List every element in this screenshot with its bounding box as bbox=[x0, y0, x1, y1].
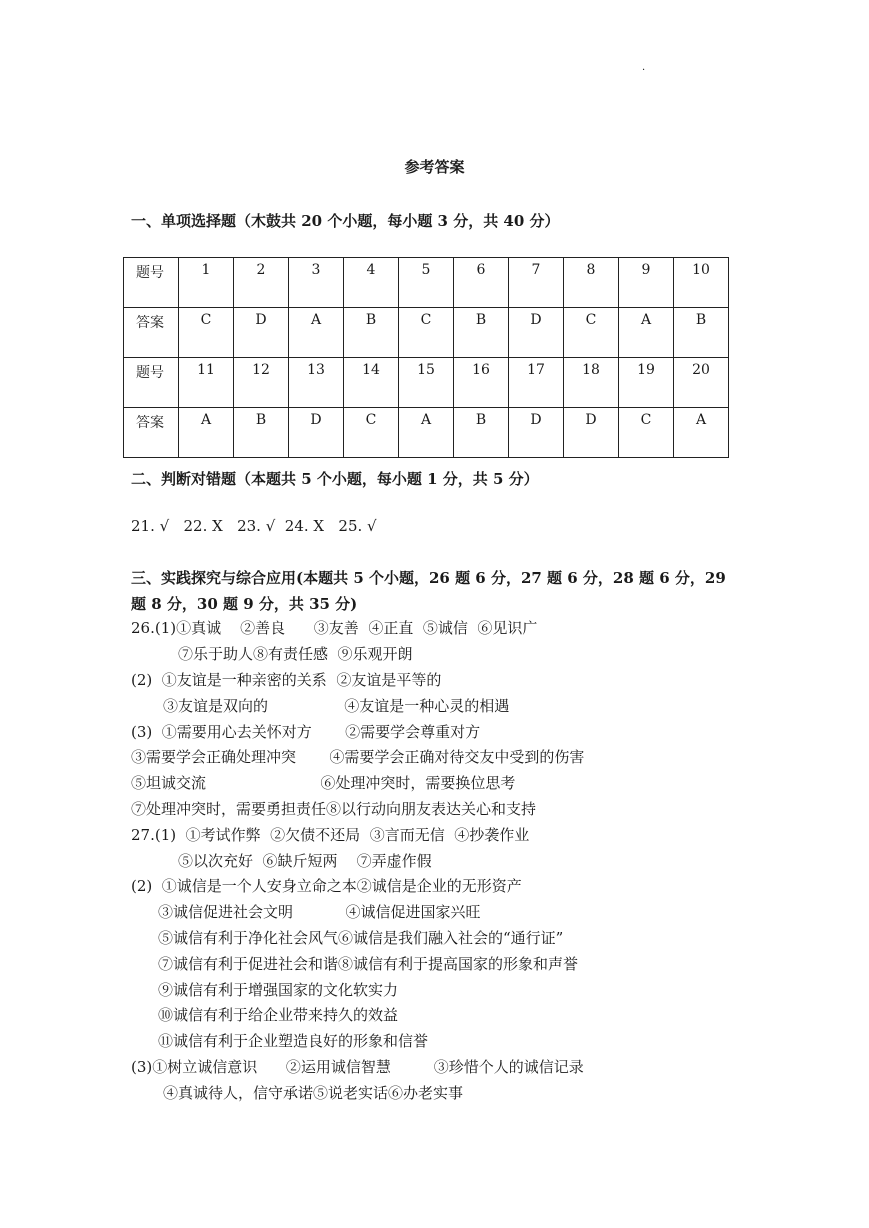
table-row bbox=[124, 408, 729, 458]
table-cell: D bbox=[289, 408, 344, 458]
table-cell: 1 bbox=[179, 258, 234, 308]
answer-table bbox=[123, 257, 729, 458]
answer-line: ⑨诚信有利于增强国家的文化软实力 bbox=[158, 981, 399, 999]
section1-heading: 一、单项选择题（木鼓共 20 个小题，每小题 3 分，共 40 分） bbox=[131, 212, 560, 230]
table-cell: 12 bbox=[234, 358, 289, 408]
section2-answers: 21. √ 22. X 23. √ 24. X 25. √ bbox=[131, 517, 377, 535]
answer-line: 27.(1) ①考试作弊 ②欠债不还局 ③言而无信 ④抄袭作业 bbox=[131, 826, 530, 844]
table-cell: 15 bbox=[399, 358, 454, 408]
section3-heading-line2: 题 8 分，30 题 9 分，共 35 分) bbox=[131, 595, 358, 613]
answer-line: (2) ①诚信是一个人安身立命之本②诚信是企业的无形资产 bbox=[131, 877, 522, 895]
table-cell: A bbox=[619, 308, 674, 358]
table-cell: C bbox=[344, 408, 399, 458]
table-cell: 2 bbox=[234, 258, 289, 308]
table-cell: C bbox=[564, 308, 619, 358]
answer-line: ④真诚待人，信守承诺⑤说老实话⑥办老实事 bbox=[163, 1084, 464, 1102]
table-cell: B bbox=[234, 408, 289, 458]
table-cell: 7 bbox=[509, 258, 564, 308]
table-cell: 20 bbox=[674, 358, 729, 408]
table-cell: C bbox=[179, 308, 234, 358]
table-cell: A bbox=[179, 408, 234, 458]
table-cell: 10 bbox=[674, 258, 729, 308]
table-cell: 17 bbox=[509, 358, 564, 408]
row-header-cell: 答案 bbox=[124, 408, 179, 458]
answer-line: ③友谊是双向的 ④友谊是一种心灵的相遇 bbox=[163, 697, 510, 715]
answer-line: ⑦处理冲突时，需要勇担责任⑧以行动向朋友表达关心和支持 bbox=[131, 800, 537, 818]
table-cell: 5 bbox=[399, 258, 454, 308]
section2-heading: 二、判断对错题（本题共 5 个小题，每小题 1 分，共 5 分） bbox=[131, 470, 539, 488]
table-cell: 4 bbox=[344, 258, 399, 308]
answer-line: 26.(1)①真诚 ②善良 ③友善 ④正直 ⑤诚信 ⑥见识广 bbox=[131, 619, 538, 637]
table-cell: 18 bbox=[564, 358, 619, 408]
table-cell: 16 bbox=[454, 358, 509, 408]
table-row bbox=[124, 358, 729, 408]
table-cell: 8 bbox=[564, 258, 619, 308]
answer-line: ⑩诚信有利于给企业带来持久的效益 bbox=[158, 1006, 399, 1024]
table-cell: 13 bbox=[289, 358, 344, 408]
answer-line: ③需要学会正确处理冲突 ④需要学会正确对待交友中受到的伤害 bbox=[131, 748, 585, 766]
table-cell: B bbox=[674, 308, 729, 358]
table-cell: A bbox=[289, 308, 344, 358]
answer-line: ⑤坦诚交流 ⑥处理冲突时，需要换位思考 bbox=[131, 774, 516, 792]
corner-mark: · bbox=[642, 65, 646, 76]
table-cell: C bbox=[399, 308, 454, 358]
table-cell: 3 bbox=[289, 258, 344, 308]
table-row bbox=[124, 258, 729, 308]
answer-line: ⑪诚信有利于企业塑造良好的形象和信誉 bbox=[158, 1032, 429, 1050]
table-cell: D bbox=[234, 308, 289, 358]
table-cell: A bbox=[674, 408, 729, 458]
table-cell: D bbox=[564, 408, 619, 458]
row-header-cell: 题号 bbox=[124, 358, 179, 408]
answer-line: (2) ①友谊是一种亲密的关系 ②友谊是平等的 bbox=[131, 671, 442, 689]
table-cell: C bbox=[619, 408, 674, 458]
section3-heading-line1: 三、实践探究与综合应用(本题共 5 个小题，26 题 6 分，27 题 6 分，28 题 6 分，29 bbox=[131, 569, 726, 587]
table-cell: 9 bbox=[619, 258, 674, 308]
table-cell: 14 bbox=[344, 358, 399, 408]
table-row bbox=[124, 308, 729, 358]
answer-line: ⑦乐于助人⑧有责任感 ⑨乐观开朗 bbox=[178, 645, 413, 663]
table-cell: A bbox=[399, 408, 454, 458]
page-title: 参考答案 bbox=[404, 158, 465, 176]
table-cell: 6 bbox=[454, 258, 509, 308]
table-cell: B bbox=[344, 308, 399, 358]
table-cell: B bbox=[454, 308, 509, 358]
table-cell: 11 bbox=[179, 358, 234, 408]
answer-line: ⑦诚信有利于促进社会和谐⑧诚信有利于提高国家的形象和声誉 bbox=[158, 955, 579, 973]
answer-line: ⑤诚信有利于净化社会风气⑥诚信是我们融入社会的“通行证” bbox=[158, 929, 564, 947]
table-cell: 19 bbox=[619, 358, 674, 408]
answer-line: (3) ①需要用心去关怀对方 ②需要学会尊重对方 bbox=[131, 723, 481, 741]
table-cell: B bbox=[454, 408, 509, 458]
row-header-cell: 答案 bbox=[124, 308, 179, 358]
answer-line: ③诚信促进社会文明 ④诚信促进国家兴旺 bbox=[158, 903, 481, 921]
row-header-cell: 题号 bbox=[124, 258, 179, 308]
answer-line: (3)①树立诚信意识 ②运用诚信智慧 ③珍惜个人的诚信记录 bbox=[131, 1058, 584, 1076]
answer-line: ⑤以次充好 ⑥缺斤短两 ⑦弄虚作假 bbox=[178, 852, 432, 870]
table-cell: D bbox=[509, 308, 564, 358]
table-cell: D bbox=[509, 408, 564, 458]
